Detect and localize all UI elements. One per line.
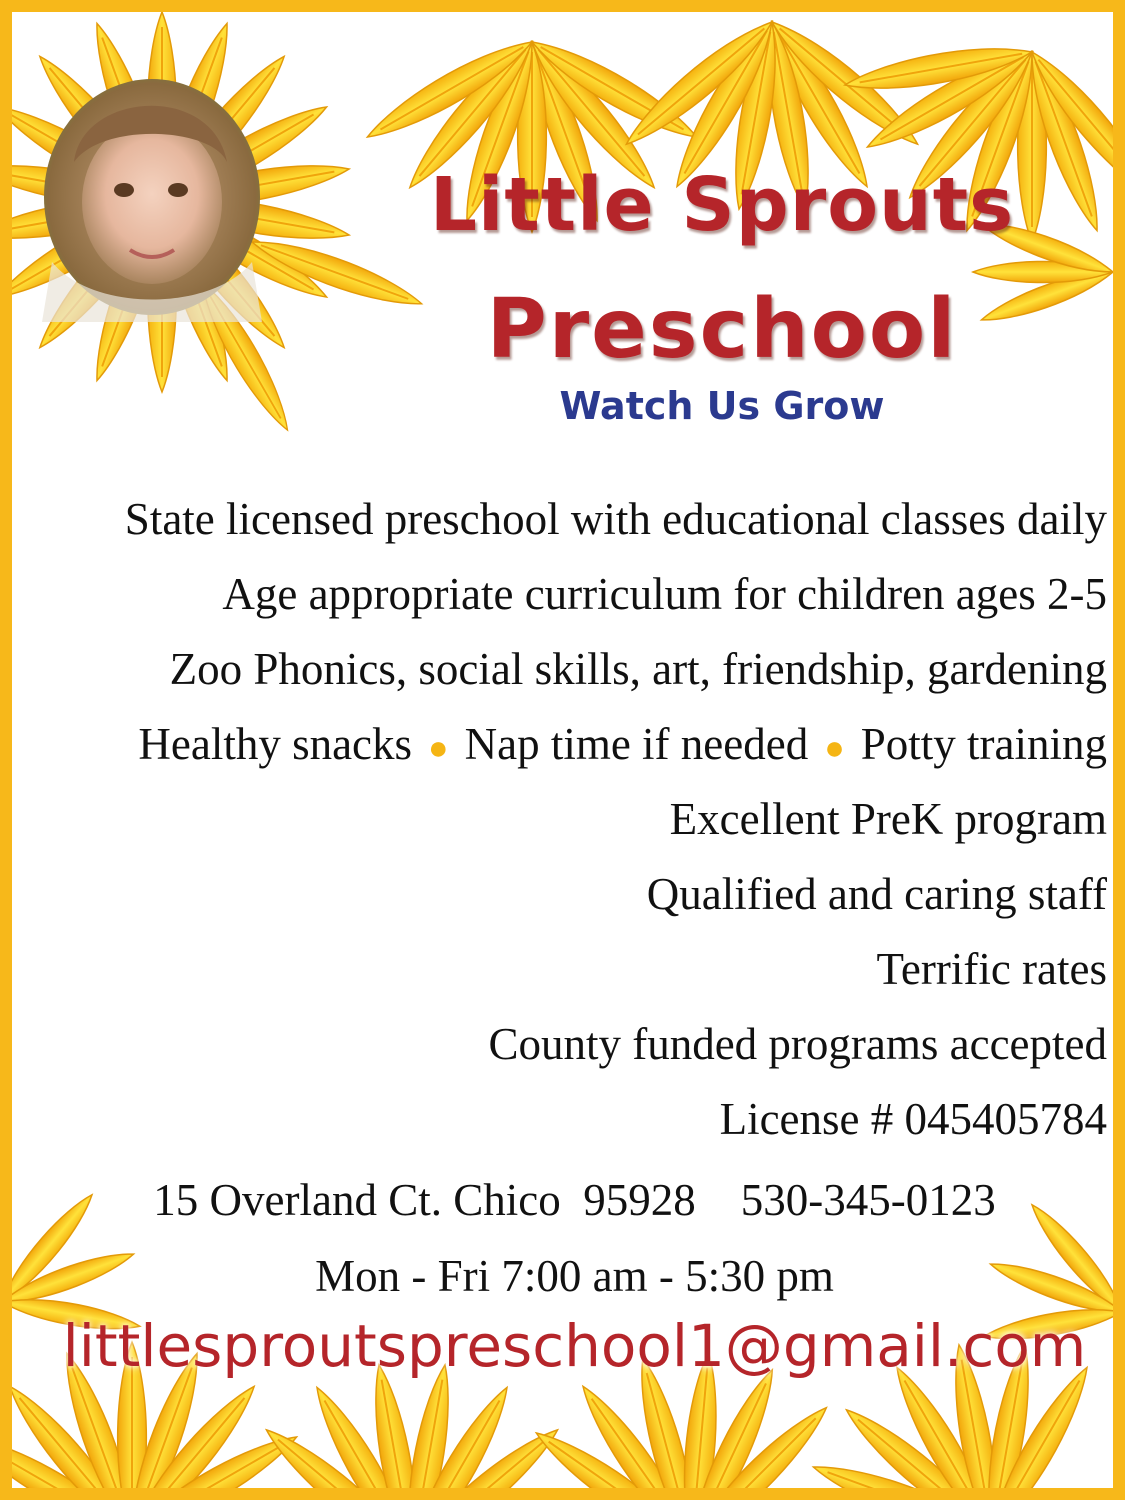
license-number: License # 045405784	[719, 1094, 1107, 1144]
feature-item: Age appropriate curriculum for children ages 2-5	[222, 569, 1107, 619]
feature-item: Potty training	[860, 719, 1107, 769]
feature-item: County funded programs accepted	[488, 1019, 1107, 1069]
feature-item: State licensed preschool with educational classes daily	[124, 494, 1107, 544]
tagline: Watch Us Grow	[559, 384, 885, 428]
feature-item: Nap time if needed	[464, 719, 809, 769]
school-name-line1: Little Sprouts	[429, 162, 1015, 248]
bullet-dot-icon: ●	[824, 730, 845, 768]
bullet-dot-icon: ●	[428, 730, 449, 768]
child-photo	[42, 79, 262, 322]
feature-item: Qualified and caring staff	[646, 869, 1107, 919]
feature-bullet-row	[37, 707, 1107, 782]
hours: Mon - Fri 7:00 am - 5:30 pm	[315, 1251, 834, 1301]
email-address[interactable]: littlesproutspreschool1@gmail.com	[62, 1312, 1087, 1380]
feature-item: Healthy snacks	[138, 719, 413, 769]
feature-item: Zoo Phonics, social skills, art, friendship, gardening	[169, 644, 1107, 694]
feature-list	[37, 482, 1107, 1157]
feature-item: Terrific rates	[876, 944, 1107, 994]
address-phone: 15 Overland Ct. Chico 95928 530-345-0123	[153, 1175, 996, 1225]
feature-item: Excellent PreK program	[669, 794, 1107, 844]
school-name-line2: Preschool	[486, 282, 958, 377]
